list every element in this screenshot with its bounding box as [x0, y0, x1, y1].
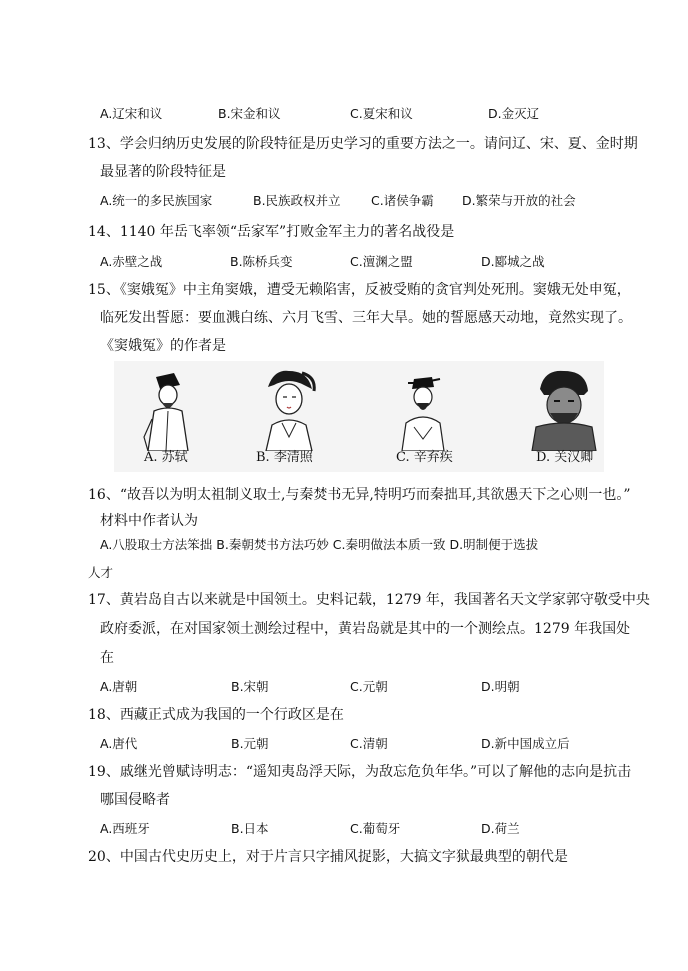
q16-stem-line2: 材料中作者认为 [100, 513, 198, 529]
q19-option-b[interactable]: B.日本 [231, 821, 269, 836]
q15-caption-b[interactable]: B. 李清照 [256, 450, 313, 465]
q14-option-d[interactable]: D.郾城之战 [481, 254, 545, 269]
q14-option-b[interactable]: B.陈桥兵变 [230, 254, 293, 269]
q14-option-a[interactable]: A.赤壁之战 [100, 254, 163, 269]
q15-stem-line3: 《窦娥冤》的作者是 [100, 338, 226, 354]
q13-stem-line2: 最显著的阶段特征是 [100, 164, 226, 180]
xin-qiji-portrait-icon [390, 367, 460, 451]
q19-stem-line2: 哪国侵略者 [100, 792, 170, 808]
q18-option-a[interactable]: A.唐代 [100, 736, 138, 751]
su-shi-portrait-icon [136, 367, 206, 451]
q19-option-d[interactable]: D.荷兰 [481, 821, 520, 836]
q17-stem-line3: 在 [100, 650, 114, 666]
q17-option-b[interactable]: B.宋朝 [231, 679, 269, 694]
q16-stem-line1: 16、“故吾以为明太祖制义取士,与秦焚书无异,特明巧而秦拙耳,其欲愚天下之心则一也。” [88, 487, 631, 503]
q19-stem-line1: 19、戚继光曾赋诗明志：“遥知夷岛浮天际，为敌忘危负年华。”可以了解他的志向是抗击 [88, 764, 632, 780]
q15-caption-a[interactable]: A. 苏轼 [144, 450, 188, 465]
q12-option-c[interactable]: C.夏宋和议 [350, 106, 413, 121]
q13-option-a[interactable]: A.统一的多民族国家 [100, 193, 213, 208]
q13-option-c[interactable]: C.诸侯争霸 [371, 193, 434, 208]
q19-option-c[interactable]: C.葡萄牙 [350, 821, 401, 836]
q17-stem-line2: 政府委派，在对国家领土测绘过程中，黄岩岛就是其中的一个测绘点。1279 年我国处 [100, 621, 631, 637]
q15-stem-line1: 15、《窦娥冤》中主角窦娥，遭受无赖陷害，反被受贿的贪官判处死刑。窦娥无处申冤， [88, 282, 631, 298]
q12-option-d[interactable]: D.金灭辽 [488, 106, 540, 121]
guan-hanqing-portrait-icon [526, 367, 602, 451]
q17-option-c[interactable]: C.元朝 [350, 679, 388, 694]
q14-option-c[interactable]: C.澶渊之盟 [350, 254, 413, 269]
q18-stem-line1: 18、西藏正式成为我国的一个行政区是在 [88, 707, 344, 723]
q16-options-wrap: 人才 [88, 565, 114, 580]
q18-option-b[interactable]: B.元朝 [231, 736, 269, 751]
q17-option-a[interactable]: A.唐朝 [100, 679, 138, 694]
q12-option-a[interactable]: A.辽宋和议 [100, 106, 163, 121]
q13-option-b[interactable]: B.民族政权并立 [253, 193, 341, 208]
q15-caption-d[interactable]: D. 关汉卿 [536, 450, 594, 465]
q15-stem-line2: 临死发出誓愿：要血溅白练、六月飞雪、三年大旱。她的誓愿感天动地，竟然实现了。 [100, 310, 632, 326]
li-qingzhao-portrait-icon [254, 367, 324, 451]
q15-caption-c[interactable]: C. 辛弃疾 [396, 450, 453, 465]
q20-stem-line1: 20、中国古代史历史上，对于片言只字捕风捉影，大搞文字狱最典型的朝代是 [88, 849, 568, 865]
q17-stem-line1: 17、黄岩岛自古以来就是中国领土。史料记载，1279 年，我国著名天文学家郭守敬受中央 [88, 592, 650, 608]
q16-options-line[interactable]: A.八股取士方法笨拙 B.秦朝焚书方法巧妙 C.秦明做法本质一致 D.明制便于选拔 [100, 537, 539, 552]
q13-stem-line1: 13、学会归纳历史发展的阶段特征是历史学习的重要方法之一。请问辽、宋、夏、金时期 [88, 136, 638, 152]
q19-option-a[interactable]: A.西班牙 [100, 821, 150, 836]
q12-option-b[interactable]: B.宋金和议 [218, 106, 281, 121]
q17-option-d[interactable]: D.明朝 [481, 679, 520, 694]
q18-option-c[interactable]: C.清朝 [350, 736, 388, 751]
q13-option-d[interactable]: D.繁荣与开放的社会 [462, 193, 576, 208]
q14-stem-line1: 14、1140 年岳飞率领“岳家军”打败金军主力的著名战役是 [88, 224, 455, 240]
q18-option-d[interactable]: D.新中国成立后 [481, 736, 570, 751]
q15-portrait-figure [114, 361, 604, 472]
